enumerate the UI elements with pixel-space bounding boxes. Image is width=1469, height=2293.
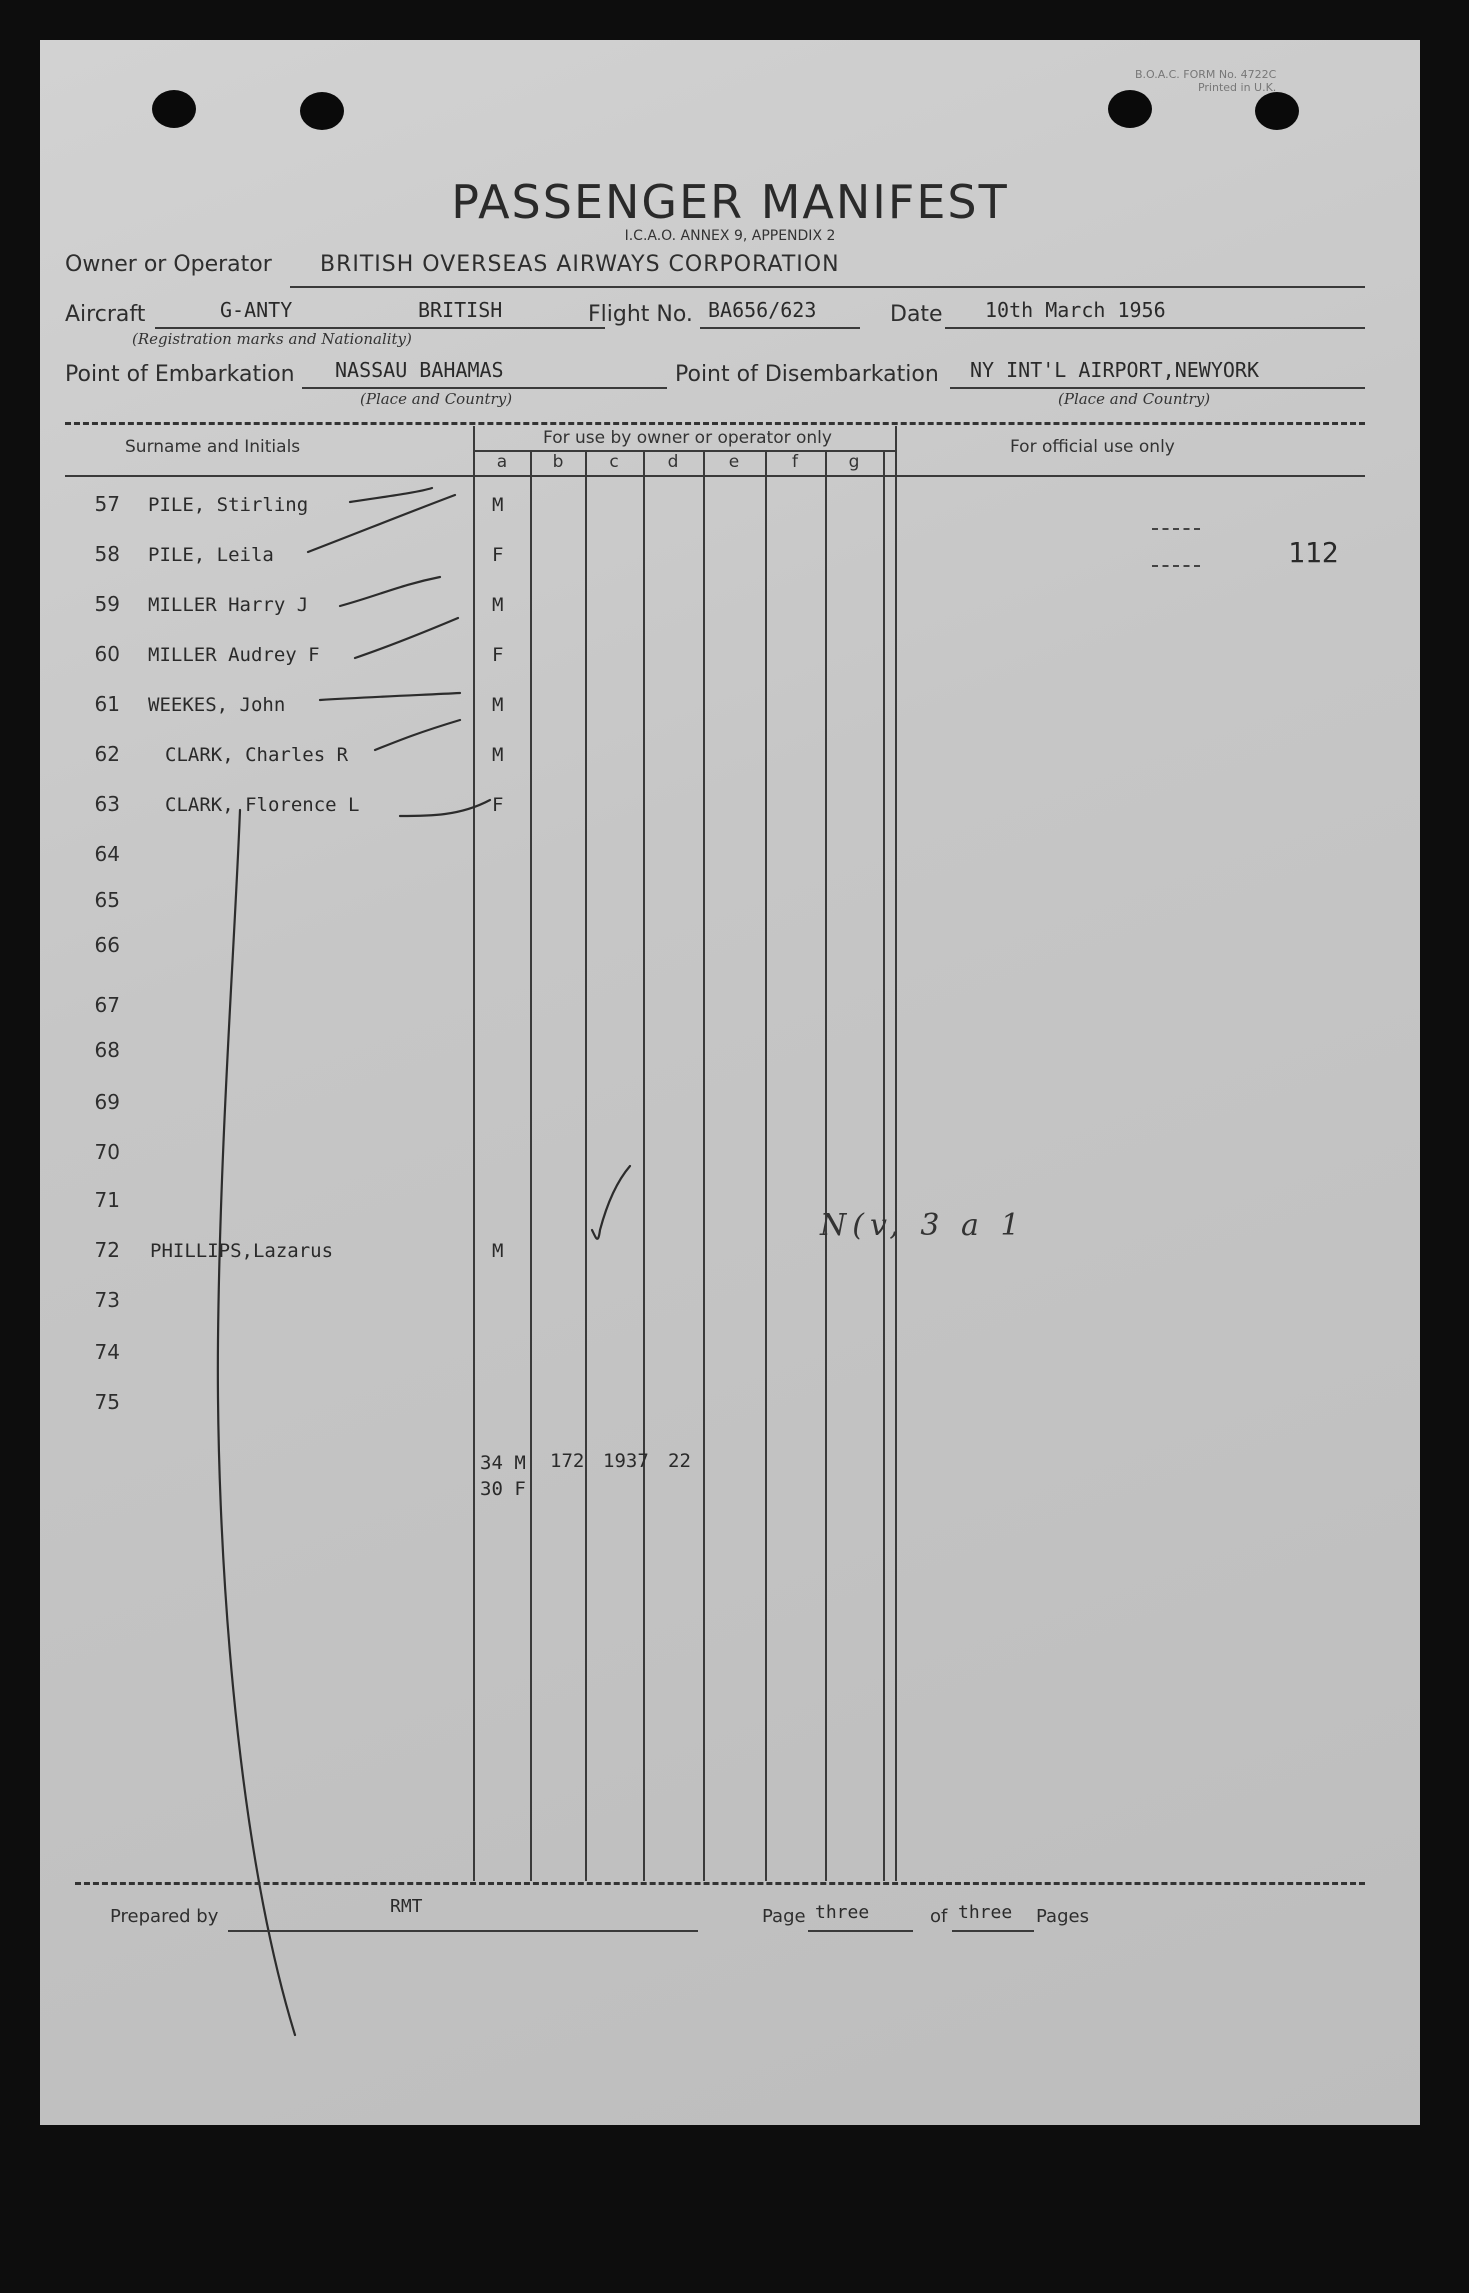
row-number: 75	[94, 1390, 120, 1414]
tick-stroke-60	[355, 618, 458, 658]
embarkation-value: NASSAU BAHAMAS	[335, 358, 504, 382]
row-number: 74	[94, 1340, 120, 1364]
total-a-female: 30 F	[480, 1478, 526, 1500]
total-pages-value: three	[958, 1902, 1013, 1923]
aircraft-label: Aircraft	[65, 302, 146, 327]
passenger-name: PILE, Stirling	[148, 494, 309, 516]
disembarkation-note: (Place and Country)	[1058, 390, 1211, 408]
passenger-name: CLARK, Charles R	[165, 744, 349, 766]
disembarkation-value: NY INT'L AIRPORT,NEWYORK	[970, 358, 1259, 382]
row-number: 69	[94, 1090, 120, 1114]
column-letter: a	[496, 452, 508, 472]
passenger-name: MILLER Harry J	[148, 594, 309, 616]
column-header-surname: Surname and Initials	[125, 437, 301, 457]
tick-stroke-57	[350, 488, 432, 502]
passenger-sex: M	[492, 594, 504, 616]
row-number: 57	[94, 492, 120, 516]
total-a-male: 34 M	[480, 1452, 526, 1474]
flight-value: BA656/623	[708, 298, 817, 322]
tick-stroke-58	[308, 495, 455, 552]
total-column-a	[480, 1450, 526, 1502]
page-subtitle: I.C.A.O. ANNEX 9, APPENDIX 2	[624, 228, 836, 244]
page-number-value: three	[815, 1902, 870, 1923]
passenger-sex: M	[492, 694, 504, 716]
prepared-by-label: Prepared by	[110, 1906, 219, 1927]
column-letter: d	[667, 452, 679, 472]
row-number: 59	[94, 592, 120, 616]
total-column-d: 22	[668, 1450, 691, 1472]
row-number: 66	[94, 933, 120, 957]
row-number: 70	[94, 1140, 120, 1164]
row-number: 61	[94, 692, 120, 716]
page-label: Page	[762, 1906, 806, 1927]
embarkation-note: (Place and Country)	[360, 390, 513, 408]
row-number: 58	[94, 542, 120, 566]
manifest-sheet	[40, 40, 1420, 2125]
embarkation-label: Point of Embarkation	[65, 362, 295, 387]
tick-stroke-61	[320, 693, 460, 700]
aircraft-nationality: BRITISH	[418, 298, 503, 322]
column-letter: e	[728, 452, 740, 472]
passenger-sex: M	[492, 494, 504, 516]
of-label: of	[930, 1906, 948, 1927]
prepared-by-value: RMT	[390, 1896, 423, 1917]
passenger-sex: F	[492, 794, 504, 816]
row-number: 67	[94, 993, 120, 1017]
passenger-sex: F	[492, 544, 504, 566]
pages-label: Pages	[1036, 1906, 1089, 1927]
owner-label: Owner or Operator	[65, 252, 272, 277]
official-number: 112	[1288, 536, 1339, 569]
form-code-line-1: B.O.A.C. FORM No. 4722C	[1135, 68, 1277, 81]
passenger-name: PHILLIPS,Lazarus	[150, 1240, 334, 1262]
passenger-name: WEEKES, John	[148, 694, 286, 716]
bracket-stroke	[218, 810, 295, 2035]
row-number: 63	[94, 792, 120, 816]
row-number: 60	[94, 642, 120, 666]
passenger-sex: M	[492, 744, 504, 766]
disembarkation-label: Point of Disembarkation	[675, 362, 939, 387]
form-code-line-2: Printed in U.K.	[1197, 81, 1277, 94]
row-number: 71	[94, 1188, 120, 1212]
column-letter: f	[792, 452, 798, 472]
owner-value: BRITISH OVERSEAS AIRWAYS CORPORATION	[320, 252, 840, 277]
page-title: PASSENGER MANIFEST	[451, 175, 1009, 229]
row-number: 68	[94, 1038, 120, 1062]
date-label: Date	[890, 302, 943, 327]
column-header-official: For official use only	[1010, 437, 1175, 457]
tick-stroke-63	[400, 800, 490, 816]
passenger-sex: M	[492, 1240, 504, 1262]
tick-stroke-59	[340, 577, 440, 606]
column-header-owner: For use by owner or operator only	[543, 428, 832, 448]
passenger-sex: F	[492, 644, 504, 666]
passenger-name: PILE, Leila	[148, 544, 274, 566]
row-72-note: N(v, 3 a 1	[820, 1208, 1026, 1243]
flight-label: Flight No.	[588, 302, 693, 327]
total-column-c: 1937	[603, 1450, 649, 1472]
row-number: 62	[94, 742, 120, 766]
passenger-name: CLARK, Florence L	[165, 794, 360, 816]
check-stroke	[592, 1166, 630, 1239]
aircraft-note: (Registration marks and Nationality)	[132, 330, 412, 348]
aircraft-registration: G-ANTY	[220, 298, 293, 322]
row-number: 65	[94, 888, 120, 912]
total-column-b: 172	[550, 1450, 585, 1472]
row-number: 72	[94, 1238, 120, 1262]
tick-stroke-62	[375, 720, 460, 750]
passenger-name: MILLER Audrey F	[148, 644, 320, 666]
row-number: 73	[94, 1288, 120, 1312]
column-letter: g	[848, 452, 860, 472]
row-number: 64	[94, 842, 120, 866]
column-letter: c	[609, 452, 619, 472]
handwritten-strokes	[40, 40, 1420, 2125]
date-value: 10th March 1956	[985, 298, 1166, 322]
column-letter: b	[552, 452, 564, 472]
